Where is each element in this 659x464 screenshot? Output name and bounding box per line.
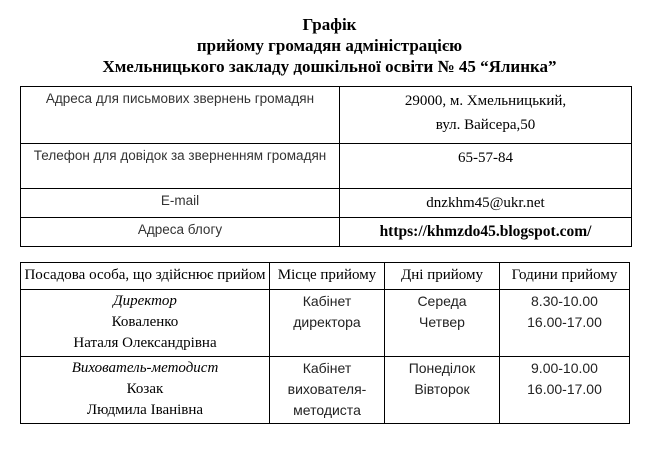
place-line: вихователя- <box>287 381 367 397</box>
document-title <box>0 14 659 77</box>
hours-item: 16.00-17.00 <box>527 314 602 330</box>
place-cell <box>270 290 385 357</box>
table-row <box>21 357 630 424</box>
place-line: директора <box>293 314 361 330</box>
hours-cell <box>500 357 630 424</box>
email-label: E-mail <box>21 189 340 218</box>
address-line-1: 29000, м. Хмельницький, <box>404 93 567 109</box>
title-line-3: Хмельницького закладу дошкільної освіти № 45 “Ялинка” <box>102 57 557 76</box>
day-item: Понеділок <box>408 360 476 376</box>
phone-value: 65-57-84 <box>340 144 632 189</box>
email-value[interactable]: dnzkhm45@ukr.net <box>340 189 632 218</box>
header-hours: Години прийому <box>500 263 630 290</box>
hours-item: 16.00-17.00 <box>527 381 602 397</box>
day-item: Вівторок <box>414 381 470 397</box>
reception-schedule-table <box>20 262 630 424</box>
table-row <box>21 189 632 218</box>
days-cell <box>385 290 500 357</box>
place-cell <box>270 357 385 424</box>
table-row <box>21 290 630 357</box>
hours-cell <box>500 290 630 357</box>
contact-info-table <box>20 86 632 247</box>
header-official: Посадова особа, що здійснює прийом <box>21 263 270 290</box>
day-item: Середа <box>417 293 467 309</box>
days-cell <box>385 357 500 424</box>
day-item: Четвер <box>419 314 465 330</box>
blog-label: Адреса блогу <box>21 218 340 247</box>
place-line: Кабінет <box>302 293 352 309</box>
place-line: методиста <box>293 402 361 418</box>
blog-link[interactable]: https://khmzdo45.blogspot.com/ <box>340 218 632 247</box>
official-cell <box>21 290 270 357</box>
official-surname: Коваленко <box>111 314 179 330</box>
official-name: Наталя Олександрівна <box>73 335 217 351</box>
hours-item: 8.30-10.00 <box>531 293 598 309</box>
header-place: Місце прийому <box>270 263 385 290</box>
table-row <box>21 87 632 144</box>
official-name: Людмила Іванівна <box>86 402 204 418</box>
header-row <box>21 263 630 290</box>
official-role: Вихователь-методист <box>71 360 219 376</box>
phone-label: Телефон для довідок за зверненням громадян <box>21 144 340 189</box>
address-label: Адреса для письмових звернень громадян <box>21 87 340 144</box>
hours-item: 9.00-10.00 <box>531 360 598 376</box>
official-role: Директор <box>113 293 177 309</box>
place-line: Кабінет <box>302 360 352 376</box>
address-value <box>340 87 632 144</box>
table-row <box>21 218 632 247</box>
title-line-2: прийому громадян адміністрацією <box>196 36 463 55</box>
official-cell <box>21 357 270 424</box>
table-row <box>21 144 632 189</box>
address-line-2: вул. Вайсера,50 <box>435 117 536 133</box>
official-surname: Козак <box>126 381 164 397</box>
title-line-1: Графік <box>302 15 357 34</box>
header-days: Дні прийому <box>385 263 500 290</box>
